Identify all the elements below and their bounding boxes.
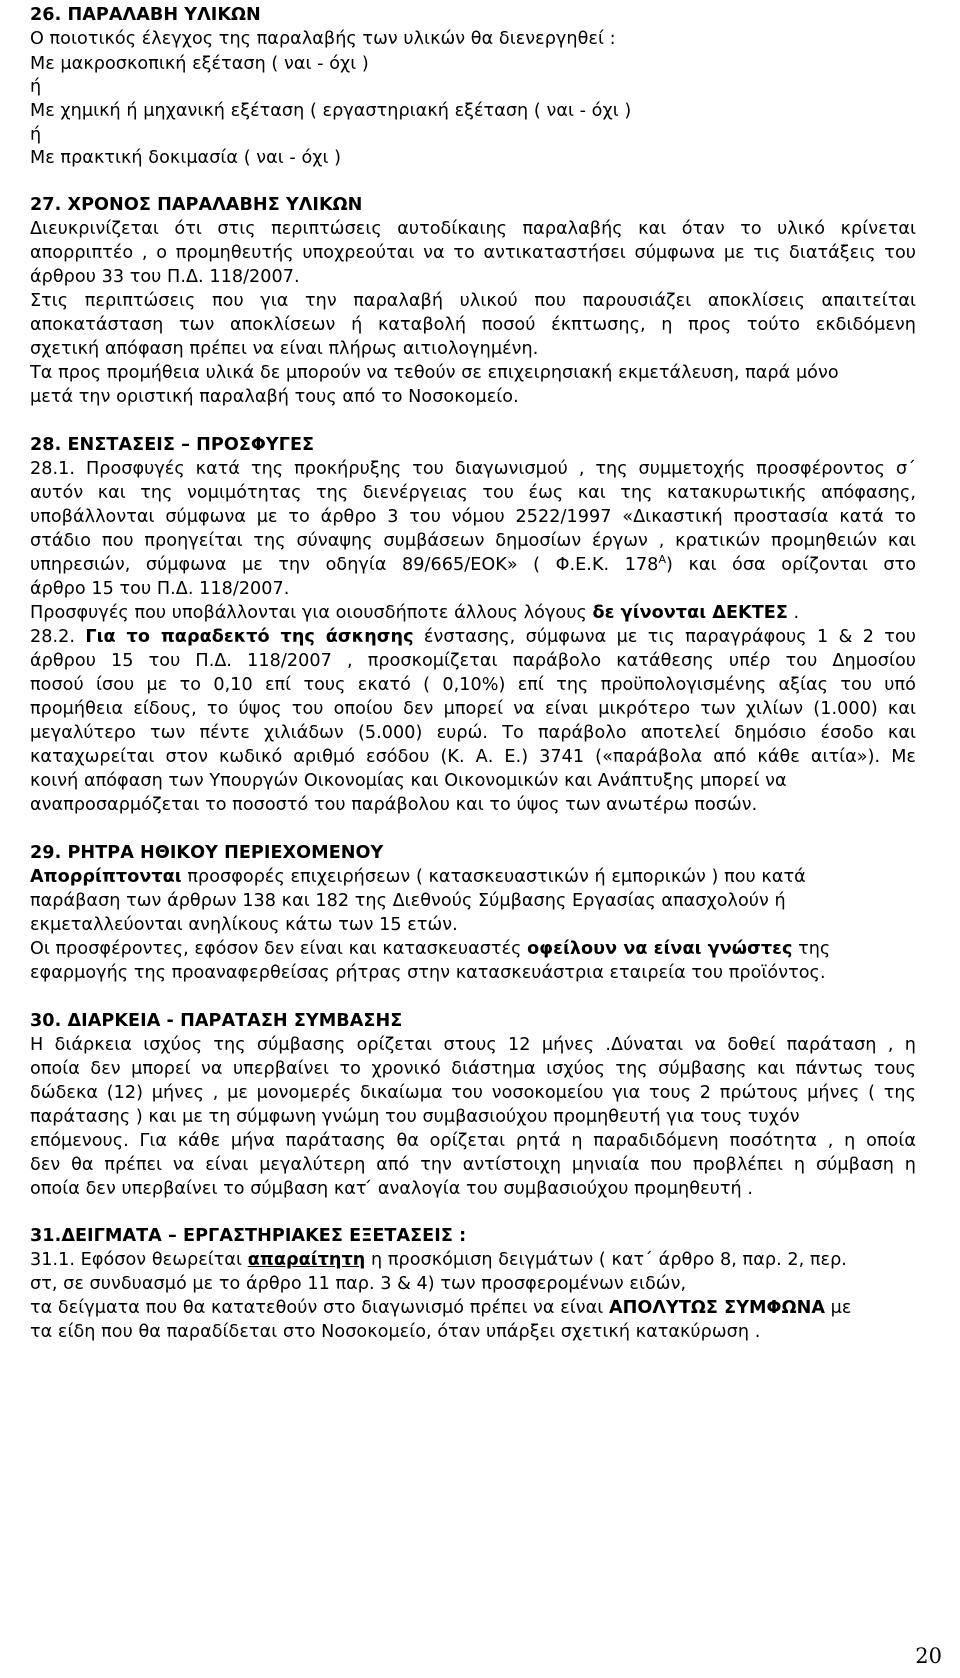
- bold-text: [248, 1250, 366, 1270]
- text-line: [30, 1058, 916, 1080]
- text-run: εκμεταλλεύονται ανηλίκους κάτω των 15 ετών.: [30, 915, 458, 935]
- bold-text: Απορρίπτονται: [30, 867, 182, 887]
- text-line: [30, 1130, 916, 1152]
- text-run: δώδεκα (12) μήνες , με μονομερές δικαίωμα του νοσοκομείου για τους 2 πρώτους μήνες ( της: [30, 1083, 916, 1103]
- text-run: μεγαλύτερο των πέντε χιλιάδων (5.000) ευρώ. Το παράβολο αποτελεί δημόσιο έσοδο και: [30, 723, 916, 743]
- text-run: Στις περιπτώσεις που για την παραλαβή υλικού που παρουσιάζει αποκλίσεις απαιτείται: [30, 291, 916, 311]
- text-line: [30, 746, 916, 768]
- text-line: [30, 890, 786, 912]
- superscript: Α: [658, 553, 667, 566]
- text-line: [30, 1082, 916, 1104]
- text-run: 31.1. Εφόσον θεωρείται: [30, 1250, 248, 1270]
- heading-30: [30, 1010, 402, 1032]
- bold-text: Για το παραδεκτό της άσκησης: [85, 627, 414, 647]
- text-line: [30, 290, 916, 312]
- text-line: [30, 530, 916, 552]
- text-run: της: [792, 939, 831, 959]
- text-line: [30, 1321, 760, 1343]
- text-run: άρθρου 15 του Π.Δ. 118/2007 , προσκομίζεται παράβολο κατάθεσης υπέρ του Δημοσίου: [30, 651, 916, 671]
- text-line: [30, 1154, 916, 1176]
- text-line: [30, 242, 916, 264]
- text-line: [30, 1297, 851, 1319]
- text-run: αυτόν και της νομιμότητας της διενέργειας του έως και της κατακυρωτικής απόφασης,: [30, 483, 916, 503]
- text-line: [30, 124, 41, 146]
- text-run: η προσκόμιση δειγμάτων ( κατ΄ άρθρο 8, παρ. 2, περ.: [365, 1250, 847, 1270]
- text-run: Με πρακτική δοκιμασία ( ναι - όχι ): [30, 148, 342, 168]
- text-run: ένστασης, σύμφωνα με τις παραγράφους 1 & 2 του: [413, 627, 916, 647]
- bold-text: 26. ΠΑΡΑΛΑΒΗ ΥΛΙΚΩΝ: [30, 5, 261, 25]
- text-run: σχετική απόφαση πρέπει να είναι πλήρως αιτιολογημένη.: [30, 339, 539, 359]
- text-line: [30, 100, 631, 122]
- text-line: [30, 1273, 686, 1295]
- text-run: 28.1. Προσφυγές κατά της προκήρυξης του διαγωνισμού , της συμμετοχής προσφέροντος σ΄: [30, 459, 916, 479]
- heading-29: [30, 842, 383, 864]
- underlined-text: απαραίτητη: [247, 1250, 366, 1270]
- text-line: [30, 1034, 916, 1056]
- bold-text: 31.ΔΕΙΓΜΑΤΑ – ΕΡΓΑΣΤΗΡΙΑΚΕΣ ΕΞΕΤΑΣΕΙΣ :: [30, 1226, 467, 1246]
- text-run: αναπροσαρμόζεται το ποσοστό του παράβολου και το ύψος των ανωτέρω ποσών.: [30, 795, 758, 815]
- text-run: τα είδη που θα παραδίδεται στο Νοσοκομείο, όταν υπάρξει σχετική κατακύρωση .: [30, 1322, 761, 1342]
- text-run: άρθρο 15 του Π.Δ. 118/2007.: [30, 579, 290, 599]
- text-line: [30, 722, 916, 744]
- bold-text: 27. ΧΡΟΝΟΣ ΠΑΡΑΛΑΒΗΣ ΥΛΙΚΩΝ: [30, 195, 363, 215]
- text-line: [30, 28, 616, 50]
- text-run: Προσφυγές που υποβάλλονται για οιουσδήποτε άλλους λόγους: [30, 603, 593, 623]
- text-run: ή: [30, 77, 42, 97]
- text-line: [30, 482, 916, 504]
- text-line: [30, 458, 916, 480]
- text-run: ) και όσα ορίζονται στο: [666, 555, 917, 575]
- text-run: Η διάρκεια ισχύος της σύμβασης ορίζεται στους 12 μήνες .Δύναται να δοθεί παράταση , η: [30, 1035, 916, 1055]
- text-run: προμήθεια είδους, το ύψος του οποίου δεν μπορεί να είναι μικρότερο των χιλίων (1.000) και: [30, 699, 916, 719]
- bold-text: οφείλουν να είναι γνώστες: [527, 939, 793, 959]
- text-line: [30, 698, 916, 720]
- bold-text: 29. ΡΗΤΡΑ ΗΘΙΚΟΥ ΠΕΡΙΕΧΟΜΕΝΟΥ: [30, 843, 384, 863]
- text-run: ή: [30, 125, 42, 145]
- bold-text: δε γίνονται ΔΕΚΤΕΣ: [592, 603, 788, 623]
- text-run: υποβάλλονται σύμφωνα με το άρθρο 3 του νόμου 2522/1997 «Δικαστική προστασία κατά το: [30, 507, 916, 527]
- text-run: Ο ποιοτικός έλεγχος της παραλαβής των υλικών θα διενεργηθεί :: [30, 29, 616, 49]
- text-line: [30, 770, 787, 792]
- text-line: [30, 866, 806, 888]
- text-line: [30, 650, 916, 672]
- text-run: παράτασης ) και με τη σύμφωνη γνώμη του συμβασιούχου προμηθευτή για τους τυχόν: [30, 1107, 800, 1127]
- text-run: αποκατάσταση των αποκλίσεων ή καταβολή ποσού έκπτωσης, η προς τούτο εκδιδόμενη: [30, 315, 916, 335]
- text-line: [30, 338, 538, 360]
- text-line: [30, 554, 916, 576]
- text-run: με: [825, 1298, 852, 1318]
- text-run: .: [787, 603, 800, 623]
- text-line: [30, 218, 916, 240]
- text-run: απορριπτέο , ο προμηθευτής υποχρεούται να το αντικαταστήσει σύμφωνα με τις διατάξεις του: [30, 243, 916, 263]
- heading-28: [30, 434, 314, 456]
- text-run: άρθρου 33 του Π.Δ. 118/2007.: [30, 267, 300, 287]
- text-line: [30, 53, 369, 75]
- text-line: [30, 578, 289, 600]
- text-line: [30, 938, 830, 960]
- text-line: [30, 914, 458, 936]
- text-run: Τα προς προμήθεια υλικά δε μπορούν να τεθούν σε επιχειρησιακή εκμετάλευση, παρά μόνο: [30, 363, 839, 383]
- text-run: Οι προσφέροντες, εφόσον δεν είναι και κατασκευαστές: [30, 939, 528, 959]
- bold-text: 30. ΔΙΑΡΚΕΙΑ - ΠΑΡΑΤΑΣΗ ΣΥΜΒΑΣΗΣ: [30, 1011, 403, 1031]
- text-line: [30, 674, 916, 696]
- text-run: 28.2.: [30, 627, 86, 647]
- text-run: μετά την οριστική παραλαβή τους από το Νοσοκομείο.: [30, 387, 519, 407]
- bold-text: 28. ΕΝΣΤΑΣΕΙΣ – ΠΡΟΣΦΥΓΕΣ: [30, 435, 315, 455]
- text-run: οποία δεν μπορεί να υπερβαίνει το χρονικό διάστημα ισχύος της σύμβασης και πάντως τους: [30, 1059, 916, 1079]
- text-run: καταχωρείται στον κωδικό αριθμό εσόδου (Κ. Α. Ε.) 3741 («παράβολα από κάθε αιτία»). Με: [30, 747, 916, 767]
- bold-text: ΑΠΟΛΥΤΩΣ ΣΥΜΦΩΝΑ: [608, 1298, 826, 1318]
- text-line: [30, 506, 916, 528]
- text-run: κοινή απόφαση των Υπουργών Οικονομίας και Οικονομικών και Ανάπτυξης μπορεί να: [30, 771, 787, 791]
- text-run: στάδιο που προηγείται της σύναψης συμβάσεων δημοσίων έργων , κρατικών προμηθειών και: [30, 531, 916, 551]
- text-run: τα δείγματα που θα κατατεθούν στο διαγωνισμό πρέπει να είναι: [30, 1298, 609, 1318]
- text-run: επόμενους. Για κάθε μήνα παράτασης θα ορίζεται ρητά η παραδιδόμενη ποσότητα , η οποία: [30, 1131, 916, 1151]
- text-line: [30, 1249, 847, 1271]
- text-line: [30, 147, 341, 169]
- text-line: [30, 794, 757, 816]
- text-line: [30, 266, 300, 288]
- text-run: Διευκρινίζεται ότι στις περιπτώσεις αυτοδίκαιης παραλαβής και όταν το υλικό κρίνεται: [30, 219, 916, 239]
- text-run: στ, σε συνδυασμό με το άρθρο 11 παρ. 3 & 4) των προσφερομένων ειδών,: [30, 1274, 687, 1294]
- text-line: [30, 1106, 800, 1128]
- text-line: [30, 962, 826, 984]
- text-run: εφαρμογής της προαναφερθείσας ρήτρας στην κατασκευάστρια εταιρεία του προϊόντος.: [30, 963, 826, 983]
- heading-27: [30, 194, 362, 216]
- text-line: [30, 386, 519, 408]
- text-line: [30, 314, 916, 336]
- text-run: υπηρεσιών, σύμφωνα με την οδηγία 89/665/ΕΟΚ» ( Φ.Ε.Κ. 178: [30, 555, 659, 575]
- heading-26: [30, 4, 261, 26]
- text-run: προσφορές επιχειρήσεων ( κατασκευαστικών ή εμπορικών ) που κατά: [181, 867, 806, 887]
- text-line: [30, 626, 916, 648]
- text-run: δεν θα πρέπει να είναι μεγαλύτερη από την αντίστοιχη μηνιαία που προβλέπει η σύμβαση η: [30, 1155, 916, 1175]
- text-line: [30, 602, 799, 624]
- heading-31: [30, 1225, 466, 1247]
- text-run: οποία δεν υπερβαίνει το σύμβαση κατ ́ αναλογία του συμβασιούχου προμηθευτή .: [30, 1179, 753, 1199]
- text-run: ποσού ίσου με το 0,10 επί τους εκατό ( 0,10%) επί της προϋπολογισμένης αξίας του υπό: [30, 675, 916, 695]
- text-run: παράβαση των άρθρων 138 και 182 της Διεθνούς Σύμβασης Εργασίας απασχολούν ή: [30, 891, 786, 911]
- text-run: Με χημική ή μηχανική εξέταση ( εργαστηριακή εξέταση ( ναι - όχι ): [30, 101, 632, 121]
- text-run: Με μακροσκοπική εξέταση ( ναι - όχι ): [30, 54, 369, 74]
- text-line: [30, 362, 839, 384]
- text-line: [30, 76, 41, 98]
- text-line: [30, 1178, 753, 1200]
- page-number: 20: [915, 1644, 942, 1668]
